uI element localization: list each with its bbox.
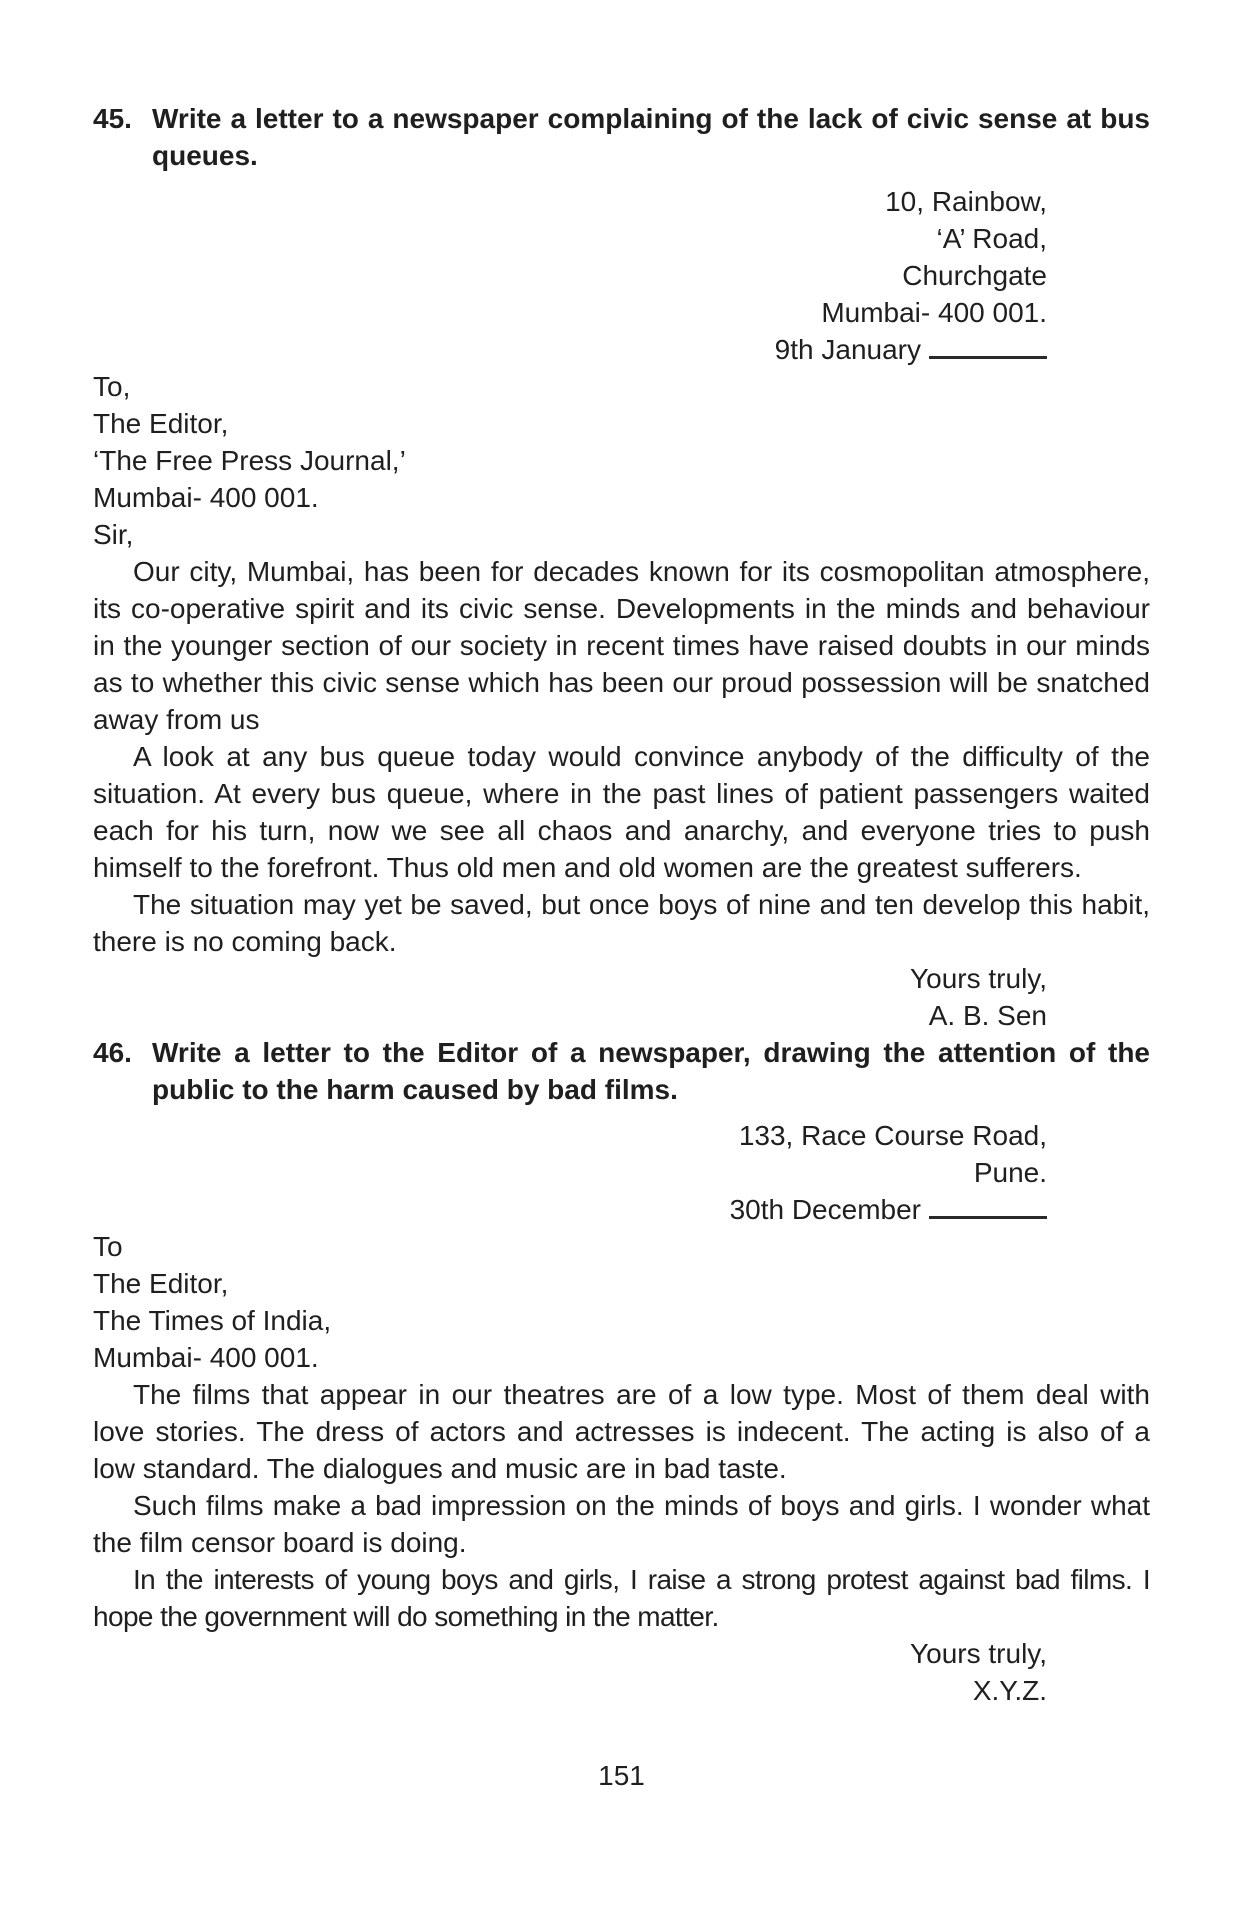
closing: Yours truly, xyxy=(910,1638,1047,1669)
exercise-title: Write a letter to a newspaper complaining of the lack of civic sense at bus queues. xyxy=(152,103,1150,171)
recipient-line: ‘The Free Press Journal,’ xyxy=(93,445,406,476)
sender-address-line: Mumbai- 400 001. xyxy=(821,297,1047,328)
recipient-line: To, xyxy=(93,371,131,402)
page-content xyxy=(93,100,1150,1794)
closing-block xyxy=(93,1635,1150,1709)
recipient-line: The Editor, xyxy=(93,408,229,439)
recipient-line: To xyxy=(93,1231,123,1262)
signature: A. B. Sen xyxy=(928,1000,1047,1031)
sender-address-line: Pune. xyxy=(973,1157,1047,1188)
body-paragraph: A look at any bus queue today would convince anybody of the difficulty of the situation. At every bus queue, where in the past lines of patient passengers waited each for his turn, now we see all chaos and anarchy, and everyone tries to push himself to the forefront. Thus old men and old women are the greatest sufferers. xyxy=(93,741,1150,883)
exercise-title: Write a letter to the Editor of a newspaper, drawing the attention of the public to the harm caused by bad films. xyxy=(152,1037,1150,1105)
exercise-number: 45. xyxy=(93,103,132,134)
recipient-block xyxy=(93,1228,1150,1376)
recipient-line: Mumbai- 400 001. xyxy=(93,1342,319,1373)
exercise-number: 46. xyxy=(93,1037,132,1068)
date-line xyxy=(93,331,1047,368)
sender-address-line: Churchgate xyxy=(902,260,1047,291)
sender-address-line: 133, Race Course Road, xyxy=(738,1120,1047,1151)
closing: Yours truly, xyxy=(910,963,1047,994)
body-paragraph: Our city, Mumbai, has been for decades known for its cosmopolitan atmosphere, its co-operative spirit and its civic sense. Developments in the minds and behaviour in the younger section of our society in recent times have raised doubts in our minds as to whether this civic sense which has been our proud possession will be snatched away from us xyxy=(93,556,1150,735)
salutation: Sir, xyxy=(93,519,134,550)
date-text: 30th December xyxy=(729,1194,921,1225)
recipient-block xyxy=(93,368,1150,553)
body-paragraph: The situation may yet be saved, but once boys of nine and ten develop this habit, there is no coming back. xyxy=(93,889,1150,957)
sender-address-line: 10, Rainbow, xyxy=(885,186,1047,217)
sender-address-block xyxy=(93,183,1150,368)
exercise-45-heading xyxy=(93,100,1150,174)
date-blank-line xyxy=(929,1197,1047,1219)
closing-block xyxy=(93,960,1150,1034)
recipient-line: The Editor, xyxy=(93,1268,229,1299)
sender-address-block xyxy=(93,1117,1150,1228)
body-paragraph: Such films make a bad impression on the minds of boys and girls. I wonder what the film censor board is doing. xyxy=(93,1490,1150,1558)
recipient-line: Mumbai- 400 001. xyxy=(93,482,319,513)
body-paragraph: The films that appear in our theatres are of a low type. Most of them deal with love stories. The dress of actors and actresses is indecent. The acting is also of a low standard. The dialogues and music are in bad taste. xyxy=(93,1379,1150,1484)
signature: X.Y.Z. xyxy=(972,1675,1047,1706)
date-text: 9th January xyxy=(774,334,921,365)
body-paragraph: In the interests of young boys and girls, I raise a strong protest against bad films. I hope the government will do something in the matter. xyxy=(93,1564,1150,1632)
date-blank-line xyxy=(929,337,1047,359)
date-line xyxy=(93,1191,1047,1228)
recipient-line: The Times of India, xyxy=(93,1305,332,1336)
sender-address-line: ‘A’ Road, xyxy=(936,223,1047,254)
page-number: 151 xyxy=(598,1760,645,1791)
exercise-46-heading xyxy=(93,1034,1150,1108)
